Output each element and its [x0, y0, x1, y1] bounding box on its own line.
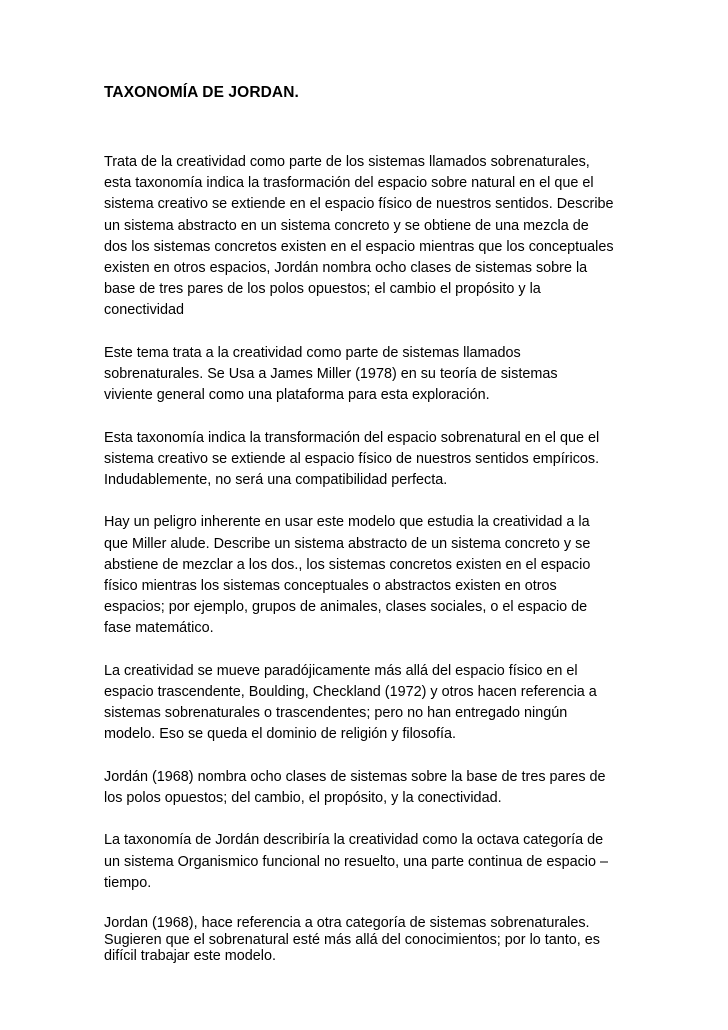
paragraph-line: que Miller alude. Describe un sistema abstracto de un sistema concreto y se: [104, 535, 591, 552]
paragraph-1: [104, 152, 634, 322]
paragraph-line: Trata de la creatividad como parte de los sistemas llamados sobrenaturales,: [104, 154, 590, 170]
paragraph-line: sistemas sobrenaturales o trascendentes; pero no han entregado ningún: [104, 705, 568, 722]
paragraph-line: un sistema Organismico funcional no resuelto, una parte continua de espacio –: [104, 853, 608, 870]
document-body: [104, 152, 634, 986]
paragraph-line: espacios; por ejemplo, grupos de animales, clases sociales, o el espacio de: [104, 599, 588, 616]
paragraph-line: sobrenaturales. Se Usa a James Miller (1978) en su teoría de sistemas: [104, 366, 558, 383]
paragraph-line: esta taxonomía indica la trasformación del espacio sobre natural en el que el: [104, 175, 594, 192]
paragraph-line: Jordán (1968) nombra ocho clases de sistemas sobre la base de tres pares de: [104, 768, 606, 785]
paragraph-4: [104, 512, 634, 639]
paragraph-line: físico mientras los sistemas conceptuales o abstractos existen en otros: [104, 578, 557, 595]
paragraph-line: sistema creativo se extiende en el espacio físico de nuestros sentidos. Describe: [104, 196, 614, 213]
paragraph-6: [104, 767, 634, 809]
paragraph-line: sistema creativo se extiende al espacio físico de nuestros sentidos empíricos.: [104, 450, 600, 467]
paragraph-line: Esta taxonomía indica la transformación del espacio sobrenatural en el que el: [104, 429, 600, 446]
paragraph-line: abstiene de mezclar a los dos., los sistemas concretos existen en el espacio: [104, 556, 591, 573]
paragraph-line: La creatividad se mueve paradójicamente más allá del espacio físico en el: [104, 662, 578, 679]
paragraph-line: los polos opuestos; del cambio, el propósito, y la conectividad.: [104, 790, 502, 807]
document-title: TAXONOMÍA DE JORDAN.: [104, 84, 299, 101]
paragraph-line: viviente general como una plataforma para esta exploración.: [104, 387, 490, 404]
paragraph-line: Sugieren que el sobrenatural esté más allá del conocimientos; por lo tanto, es: [104, 931, 600, 948]
paragraph-7: [104, 830, 634, 894]
paragraph-line: conectividad: [104, 302, 184, 319]
paragraph-8: [104, 915, 634, 965]
paragraph-line: existen en otros espacios, Jordán nombra ocho clases de sistemas sobre la: [104, 260, 588, 277]
paragraph-5: [104, 661, 634, 746]
paragraph-line: un sistema abstracto en un sistema concreto y se obtiene de una mezcla de: [104, 217, 589, 234]
paragraph-line: La taxonomía de Jordán describiría la creatividad como la octava categoría de: [104, 832, 604, 849]
paragraph-line: modelo. Eso se queda el dominio de religión y filosofía.: [104, 726, 456, 743]
paragraph-line: fase matemático.: [104, 620, 214, 637]
paragraph-3: [104, 428, 634, 492]
paragraph-line: dos los sistemas concretos existen en el espacio mientras que los conceptuales: [104, 238, 614, 255]
paragraph-line: Indudablemente, no será una compatibilidad perfecta.: [104, 472, 448, 489]
paragraph-2: [104, 343, 634, 407]
paragraph-line: Este tema trata a la creatividad como parte de sistemas llamados: [104, 344, 521, 361]
paragraph-line: base de tres pares de los polos opuestos; el cambio el propósito y la: [104, 281, 541, 298]
paragraph-line: difícil trabajar este modelo.: [104, 948, 276, 965]
paragraph-line: Jordan (1968), hace referencia a otra categoría de sistemas sobrenaturales.: [104, 915, 590, 932]
paragraph-line: tiempo.: [104, 874, 152, 891]
paragraph-line: espacio trascendente, Boulding, Checkland (1972) y otros hacen referencia a: [104, 684, 597, 701]
paragraph-line: Hay un peligro inherente en usar este modelo que estudia la creatividad a la: [104, 514, 590, 531]
